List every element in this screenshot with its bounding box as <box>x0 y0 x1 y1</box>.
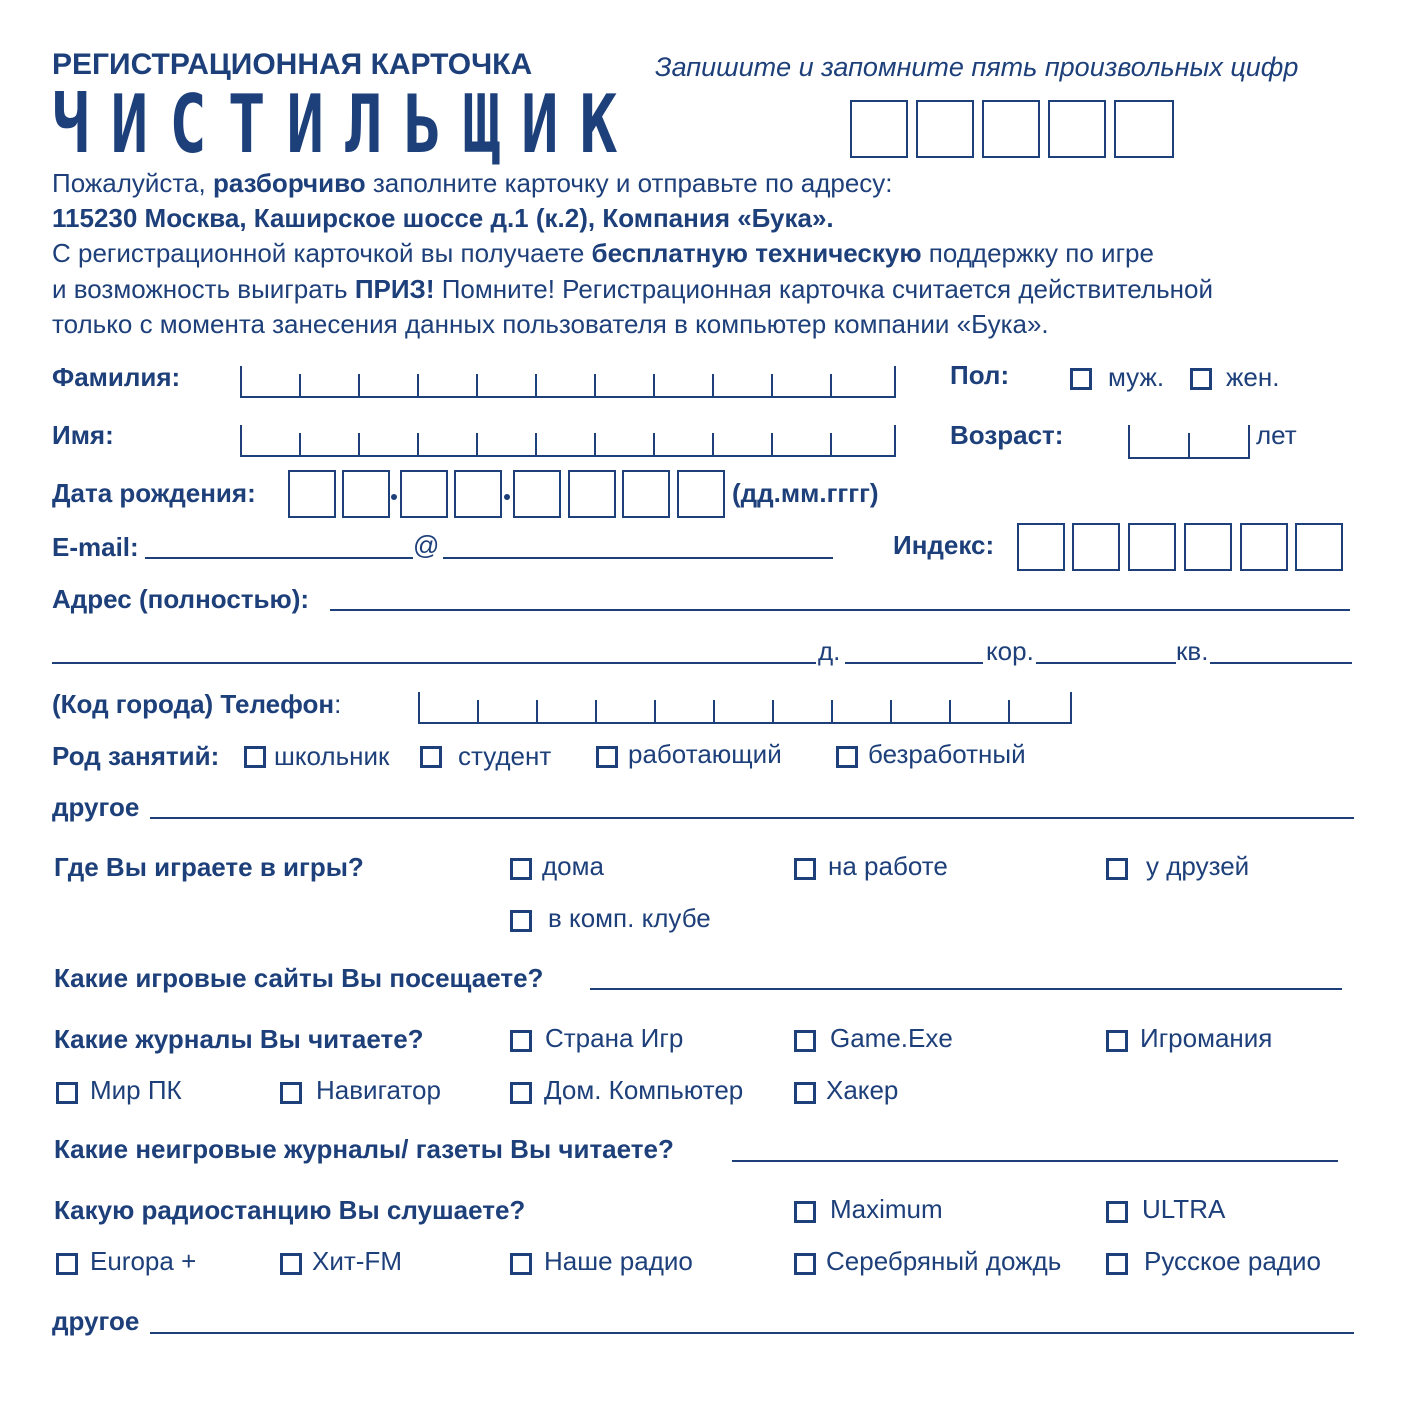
digit-box[interactable] <box>982 100 1040 158</box>
magazine-option: Навигатор <box>316 1075 441 1105</box>
radio-checkbox[interactable] <box>280 1253 302 1275</box>
radio-checkbox[interactable] <box>794 1253 816 1275</box>
magazine-checkbox[interactable] <box>510 1082 532 1104</box>
radio-checkbox[interactable] <box>510 1253 532 1275</box>
phone-label-colon: : <box>334 689 342 719</box>
postcode-label: Индекс: <box>893 530 995 560</box>
radio-question: Какую радиостанцию Вы слушаете? <box>54 1195 526 1225</box>
date-digit-box[interactable] <box>513 470 561 518</box>
mail-address: 115230 Москва, Каширское шоссе д.1 (к.2), Компания «Бука». <box>52 203 834 233</box>
where-play-option: дома <box>542 851 604 881</box>
intro-line-4 <box>52 274 1213 305</box>
male-label: муж. <box>1108 362 1165 392</box>
intro-text: С регистрационной карточкой вы получаете <box>52 238 592 268</box>
male-checkbox[interactable] <box>1070 368 1092 390</box>
intro-emphasis: разборчиво <box>212 168 366 198</box>
date-digit-box[interactable] <box>568 470 616 518</box>
radio-checkbox[interactable] <box>1106 1253 1128 1275</box>
date-separator-dot <box>391 494 397 500</box>
years-label: лет <box>1256 420 1297 450</box>
phone-field[interactable] <box>418 692 1072 724</box>
occupation-checkbox[interactable] <box>836 746 858 768</box>
digit-box[interactable] <box>1048 100 1106 158</box>
postcode-box[interactable] <box>1128 523 1176 571</box>
postcode-box[interactable] <box>1295 523 1343 571</box>
date-separator-dot <box>504 494 510 500</box>
magazine-option: Хакер <box>826 1075 899 1105</box>
other-occupation-label: другое <box>52 792 140 822</box>
intro-emphasis: бесплатную техническую <box>591 238 922 268</box>
radio-option: Русское радио <box>1144 1246 1321 1276</box>
age-label: Возраст: <box>950 420 1064 450</box>
intro-text: Помните! Регистрационная карточка считается действительной <box>434 274 1214 304</box>
digit-box[interactable] <box>850 100 908 158</box>
radio-option: Хит-FM <box>312 1246 402 1276</box>
radio-checkbox[interactable] <box>56 1253 78 1275</box>
where-play-checkbox[interactable] <box>1106 858 1128 880</box>
occupation-checkbox[interactable] <box>596 746 618 768</box>
where-play-option: в комп. клубе <box>548 903 711 933</box>
sites-field[interactable] <box>590 988 1342 990</box>
radio-checkbox[interactable] <box>794 1201 816 1223</box>
house-field[interactable] <box>845 662 983 664</box>
game-title: ЧИСТИЛЬЩИК <box>52 78 639 171</box>
at-sign: @ <box>413 530 440 560</box>
date-digit-box[interactable] <box>288 470 336 518</box>
other-radio-field[interactable] <box>150 1332 1354 1334</box>
intro-line-1 <box>52 168 893 199</box>
date-digit-box[interactable] <box>622 470 670 518</box>
digit-box[interactable] <box>916 100 974 158</box>
date-digit-box[interactable] <box>454 470 502 518</box>
address-label: Адрес (полностью): <box>52 584 310 614</box>
where-play-option: у друзей <box>1146 851 1250 881</box>
name-field[interactable] <box>240 425 896 457</box>
email-user-field[interactable] <box>145 557 413 559</box>
postcode-box[interactable] <box>1072 523 1120 571</box>
magazine-option: Игромания <box>1140 1023 1273 1053</box>
female-checkbox[interactable] <box>1190 368 1212 390</box>
name-label: Имя: <box>52 420 114 450</box>
radio-option: Maximum <box>830 1194 943 1224</box>
occupation-option: работающий <box>628 739 782 769</box>
magazine-option: Дом. Компьютер <box>544 1075 744 1105</box>
intro-text: Пожалуйста, <box>52 168 213 198</box>
birthdate-label: Дата рождения: <box>52 478 256 508</box>
occupation-label: Род занятий: <box>52 741 220 771</box>
magazine-checkbox[interactable] <box>280 1082 302 1104</box>
magazine-checkbox[interactable] <box>510 1030 532 1052</box>
building-label: кор. <box>986 636 1034 666</box>
magazine-checkbox[interactable] <box>56 1082 78 1104</box>
flat-field[interactable] <box>1210 662 1352 664</box>
date-digit-box[interactable] <box>400 470 448 518</box>
non-game-question: Какие неигровые журналы/ газеты Вы читаете? <box>54 1134 674 1164</box>
radio-option: Наше радио <box>544 1246 693 1276</box>
intro-line-5: только с момента занесения данных пользователя в компьютер компании «Бука». <box>52 309 1049 339</box>
radio-option: Europa + <box>90 1246 197 1276</box>
postcode-box[interactable] <box>1017 523 1065 571</box>
where-play-question: Где Вы играете в игры? <box>54 852 364 882</box>
postcode-box[interactable] <box>1240 523 1288 571</box>
occupation-option: студент <box>458 741 552 771</box>
flat-label: кв. <box>1176 636 1209 666</box>
intro-text: и возможность выиграть <box>52 274 355 304</box>
phone-label <box>52 689 341 720</box>
building-field[interactable] <box>1036 662 1176 664</box>
digit-box[interactable] <box>1114 100 1174 158</box>
sites-question: Какие игровые сайты Вы посещаете? <box>54 963 544 993</box>
non-game-field[interactable] <box>732 1160 1338 1162</box>
where-play-option: на работе <box>828 851 948 881</box>
email-domain-field[interactable] <box>443 557 833 559</box>
other-occupation-field[interactable] <box>150 817 1354 819</box>
magazine-option: Game.Exe <box>830 1023 953 1053</box>
surname-field[interactable] <box>240 366 896 398</box>
radio-option: ULTRA <box>1142 1194 1226 1224</box>
magazine-option: Мир ПК <box>90 1075 182 1105</box>
surname-label: Фамилия: <box>52 362 181 392</box>
email-label: E-mail: <box>52 532 139 562</box>
address-field-2[interactable] <box>52 662 816 664</box>
date-digit-box[interactable] <box>677 470 725 518</box>
house-label: д. <box>818 636 841 666</box>
magazine-checkbox[interactable] <box>794 1030 816 1052</box>
postcode-box[interactable] <box>1184 523 1232 571</box>
digits-prompt: Запишите и запомните пять произвольных цифр <box>655 52 1299 82</box>
other-radio-label: другое <box>52 1306 140 1336</box>
female-label: жен. <box>1226 362 1280 392</box>
age-field[interactable] <box>1128 425 1250 459</box>
intro-text: заполните карточку и отправьте по адресу: <box>365 168 893 198</box>
where-play-checkbox[interactable] <box>510 910 532 932</box>
where-play-checkbox[interactable] <box>794 858 816 880</box>
occupation-option: школьник <box>274 741 390 771</box>
magazine-checkbox[interactable] <box>794 1082 816 1104</box>
intro-line-3 <box>52 238 1154 269</box>
magazine-checkbox[interactable] <box>1106 1030 1128 1052</box>
date-digit-box[interactable] <box>342 470 390 518</box>
date-format-hint: (дд.мм.гггг) <box>732 478 879 508</box>
where-play-checkbox[interactable] <box>510 858 532 880</box>
address-field-1[interactable] <box>330 609 1350 611</box>
occupation-option: безработный <box>868 739 1026 769</box>
phone-label-text: (Код города) Телефон <box>52 689 335 719</box>
card-title: РЕГИСТРАЦИОННАЯ КАРТОЧКА <box>52 48 533 81</box>
occupation-checkbox[interactable] <box>420 746 442 768</box>
intro-emphasis: ПРИЗ! <box>354 274 435 304</box>
magazine-option: Страна Игр <box>545 1023 684 1053</box>
radio-option: Серебряный дождь <box>826 1246 1062 1276</box>
intro-text: поддержку по игре <box>921 238 1154 268</box>
gender-label: Пол: <box>950 360 1010 390</box>
magazines-question: Какие журналы Вы читаете? <box>54 1024 424 1054</box>
occupation-checkbox[interactable] <box>244 746 266 768</box>
radio-checkbox[interactable] <box>1106 1201 1128 1223</box>
